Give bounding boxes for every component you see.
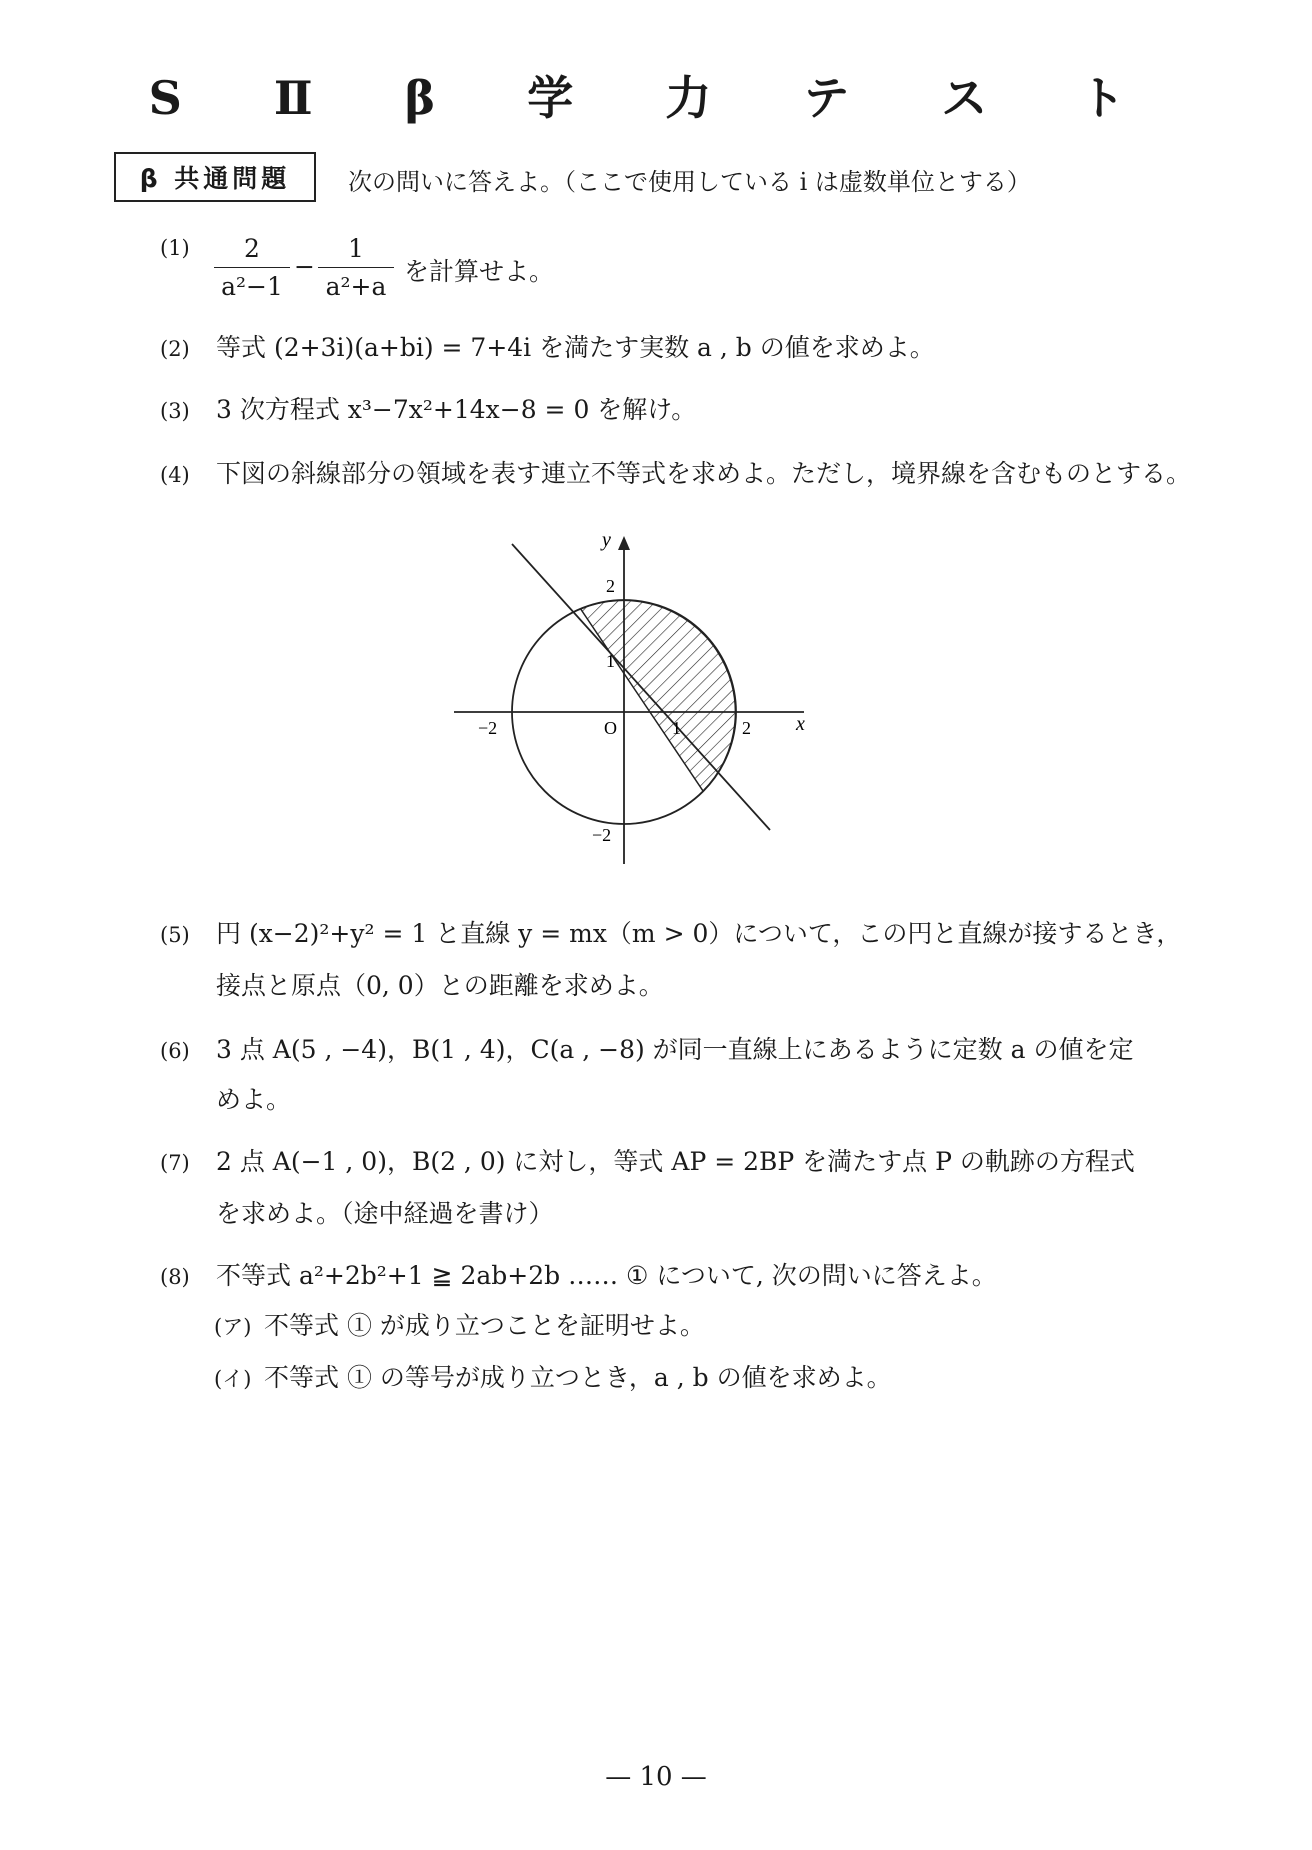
region-graph — [440, 524, 820, 874]
question-number: (4) — [160, 463, 190, 487]
fraction-denominator: a²+a — [325, 272, 387, 301]
page-title: S Ⅱ β 学 力 テ ス ト — [148, 71, 1164, 125]
fraction-numerator: 1 — [318, 234, 394, 268]
fraction-2 — [318, 234, 394, 301]
question-8-sub-a — [214, 1306, 705, 1342]
x-axis-label: x — [796, 713, 805, 735]
tick-label-y2: 2 — [606, 576, 615, 596]
tick-label-xneg2: −2 — [478, 718, 498, 738]
question-6-continued: めよ。 — [216, 1085, 292, 1114]
sub-question-label: (イ) — [214, 1367, 252, 1391]
question-text: 等式 (2+3i)(a+bi) = 7+4i を満たす実数 a , b の値を求めよ。 — [216, 333, 935, 362]
y-axis-arrow — [618, 536, 630, 550]
tick-label-y1: 1 — [606, 651, 615, 671]
question-7 — [160, 1142, 1135, 1178]
fraction-numerator: 2 — [214, 234, 290, 268]
sub-question-text: 不等式 ① の等号が成り立つとき，a , b の値を求めよ。 — [264, 1363, 892, 1392]
question-text: を計算せよ。 — [404, 257, 555, 286]
question-text: 不等式 a²+2b²+1 ≧ 2ab+2b …… ① について, 次の問いに答えよ。 — [216, 1261, 997, 1290]
question-6 — [160, 1030, 1133, 1066]
instruction-text: 次の問いに答えよ。（ここで使用している i は虚数単位とする） — [348, 168, 1031, 196]
fraction-denominator: a²−1 — [221, 272, 283, 301]
question-number: (6) — [160, 1039, 190, 1063]
question-number: (1) — [160, 236, 190, 260]
tick-label-x1: 1 — [672, 718, 681, 738]
question-number: (2) — [160, 337, 190, 361]
question-5 — [160, 914, 1181, 950]
question-7-continued: を求めよ。（途中経過を書け） — [216, 1199, 554, 1228]
tick-label-yneg2: −2 — [592, 825, 612, 845]
question-4 — [160, 454, 1191, 490]
question-text: 下図の斜線部分の領域を表す連立不等式を求めよ。ただし，境界線を含むものとする。 — [216, 459, 1192, 488]
minus-sign: − — [294, 252, 315, 281]
question-text: 円 (x−2)²+y² = 1 と直線 y = mx（m > 0）について，この円と直線が接するとき， — [216, 919, 1182, 948]
question-2 — [160, 328, 935, 364]
origin-label: O — [604, 718, 617, 738]
question-number: (8) — [160, 1265, 190, 1289]
question-number: (3) — [160, 399, 190, 423]
question-text: 3 点 A(5 , −4)，B(1 , 4)，C(a , −8) が同一直線上にあるように定数 a の値を定 — [216, 1035, 1134, 1064]
question-number: (7) — [160, 1151, 190, 1175]
fraction-1 — [214, 234, 290, 301]
section-label: β 共通問題 — [114, 152, 316, 202]
question-text: 2 点 A(−1 , 0)，B(2 , 0) に対し，等式 AP = 2BP を満たす点 P の軌跡の方程式 — [216, 1147, 1135, 1176]
y-axis-label: y — [602, 529, 611, 551]
question-8 — [160, 1256, 997, 1292]
shaded-region — [581, 600, 736, 791]
question-1 — [160, 232, 216, 261]
question-8-sub-b — [214, 1358, 892, 1394]
question-text: 3 次方程式 x³−7x²+14x−8 = 0 を解け。 — [216, 395, 697, 424]
page-number: — 10 — — [605, 1762, 707, 1792]
sub-question-label: (ア) — [214, 1315, 252, 1339]
question-5-continued: 接点と原点（0, 0）との距離を求めよ。 — [216, 971, 664, 1000]
sub-question-text: 不等式 ① が成り立つことを証明せよ。 — [264, 1311, 705, 1340]
tick-label-x2: 2 — [742, 718, 751, 738]
question-3 — [160, 390, 696, 426]
question-number: (5) — [160, 923, 190, 947]
